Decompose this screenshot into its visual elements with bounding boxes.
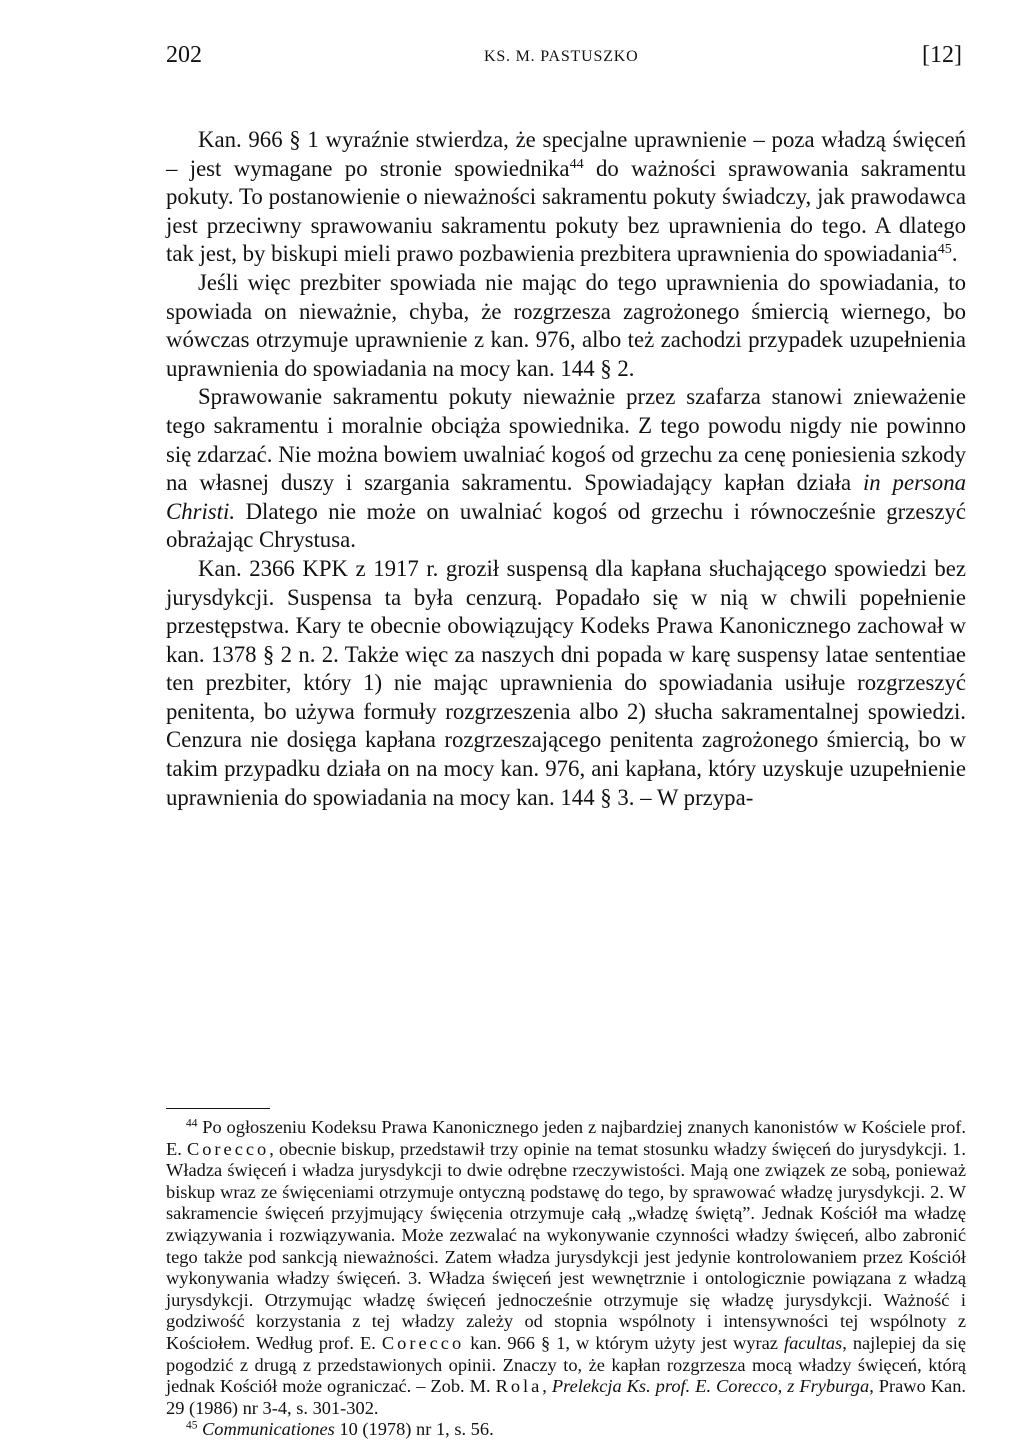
footnote-44-text-3: kan. 966 § 1, w którym użyty jest wyraz xyxy=(464,1332,784,1353)
running-head: KS. M. PASTUSZKO xyxy=(484,48,639,65)
paragraph-1-text-c: . xyxy=(951,241,958,267)
author-name-corecco-2: Corecco xyxy=(381,1332,465,1353)
footnote-45-text: 10 (1978) nr 1, s. 56. xyxy=(334,1419,494,1440)
paragraph-3-italic: in persona Christi. xyxy=(166,470,967,524)
paragraph-4: Kan. 2366 KPK z 1917 r. groził suspensą dla kapłana słuchającego spowiedzi bez jurysdykcji. Suspensa ta była cenzurą. Popadało się w nią w chwili popełnienie przestępstwa. Kary te obecnie obowiązujący Kodeks Prawa Kanonicznego zachował w kan. 1378 § 2 n. 2. Także więc za naszych dni popada w karę suspensy latae sententiae ten prezbiter, który 1) nie mając uprawnienia do spowiadania usiłuje rozgrzeszyć penitenta, bo używa formuły rozgrzeszenia albo 2) słucha sakramentalnej spowiedzi. Cenzura nie dosięga kapłana rozgrzeszającego penitenta zagrożonego śmiercią, bo w takim przypadku działa on na mocy kan. 976, ani kapłana, który uzyskuje uzupełnienie uprawnienia do spowiadania na mocy kan. 144 § 3. – W przypa- xyxy=(166,555,966,810)
paragraph-3-text-a: Sprawowanie sakramentu pokuty nieważnie przez szafarza stanowi znieważenie tego sakramentu i moralnie obciąża spowiednika. Z tego powodu nigdy nie powinno się zdarzać. Nie można bowiem uwalniać kogoś od grzechu za cenę poniesienia szkody na własnej duszy i szargania sakramentu. Spowiadający kapłan działa xyxy=(166,384,966,496)
term-facultas: facultas xyxy=(783,1332,843,1353)
footnote-ref-44: 44 xyxy=(569,155,584,172)
author-name-rola: Rola xyxy=(495,1376,543,1397)
footnote-44-text-2: , obecnie biskup, przedstawił trzy opinie na temat stosunku władzy święceń do jurysdykcji. 1. Władza święceń i władza jurysdykcji to dwie odrębne rzeczywistości. Mają one związek ze sobą, ponieważ biskup wraz ze święceniami otrzymuje ontyczną podstawę do tego, by sprawować władzę jurysdykcji. 2. W sakramencie święceń przyjmujący święcenia otrzymuje całą „władzę świętą”. Jednak Kościół ma władzę związywania i rozwiązywania. Może zezwalać na wykonywanie czynności władzy święceń, albo zabronić tego także pod sankcją nieważności. Zatem władza jurysdykcji jest jedynie kontrolowaniem przez Kościół wykonywania władzy święceń. 3. Władza święceń jest wewnętrznie i ontologicznie powiązana z władzą jurysdykcji. Otrzymując władzę święceń jednocześnie otrzymuje się władzę jurysdykcji. Ważność i godziwość korzystania z tej władzy zależy od stopnia wspólnoty i intensywności tej wspólnoty z Kościołem. Według prof. E. xyxy=(166,1138,966,1353)
footnote-44-text-6: , Prawo Kan. 29 (1986) nr 3-4, s. 301-302. xyxy=(166,1376,967,1418)
footnote-44-text-1: Po ogłoszeniu Kodeksu Prawa Kanonicznego jeden z najbardziej znanych kanonistów w Kościele prof. E. xyxy=(166,1117,966,1159)
page-header xyxy=(166,42,966,78)
section-number: [12] xyxy=(922,42,962,68)
paragraph-1-text-b: do ważności sprawowania sakramentu pokuty. To postanowienie o nieważności sakramentu pokuty świadczy, jak prawodawca jest przeciwny sprawowaniu sakramentu pokuty bez uprawnienia do tego. A dlatego tak jest, by biskupi mieli prawo pozbawienia prezbitera uprawnienia do spowiadania xyxy=(166,155,966,267)
cited-work-title: Prelekcja Ks. prof. E. Corecco, z Fryburga xyxy=(551,1376,870,1397)
footnote-ref-45: 45 xyxy=(937,241,952,258)
footnotes xyxy=(166,1117,966,1441)
footnote-44-marker: 44 xyxy=(186,1117,198,1130)
footnote-44 xyxy=(166,1117,966,1419)
footnote-45-marker: 45 xyxy=(186,1420,198,1433)
main-text xyxy=(166,126,966,812)
paragraph-1 xyxy=(166,126,966,269)
paragraph-1-text-a: Kan. 966 § 1 wyraźnie stwierdza, że specjalne uprawnienie – poza władzą święceń – jest wymagane po stronie spowiednika xyxy=(166,127,966,181)
footnote-44-text-4: , najlepiej da się pogodzić z drugą z przedstawionych opinii. Znaczy to, że kapłan rozgrzesza mocą władzy święceń, którą jednak Kościół może ograniczać. – Zob. M. xyxy=(166,1332,966,1397)
footnote-rule xyxy=(166,1108,270,1109)
footnote-44-text-5: , xyxy=(542,1376,552,1397)
page-number: 202 xyxy=(166,42,202,68)
journal-title: Communicationes xyxy=(202,1419,335,1440)
paragraph-3 xyxy=(166,383,966,555)
author-name-corecco: Corecco xyxy=(186,1138,270,1159)
footnote-45 xyxy=(166,1419,966,1441)
paragraph-3-text-b: Dlatego nie może on uwalniać kogoś od grzechu i równocześnie grzeszyć obrażając Chrystusa. xyxy=(166,498,966,553)
paragraph-2: Jeśli więc prezbiter spowiada nie mając do tego uprawnienia do spowiadania, to spowiada on nieważnie, chyba, że rozgrzesza zagrożonego śmiercią wiernego, bo wówczas otrzymuje uprawnienie z kan. 976, albo też zachodzi przypadek uzupełnienia uprawnienia do spowiadania na mocy kan. 144 § 2. xyxy=(166,269,966,381)
